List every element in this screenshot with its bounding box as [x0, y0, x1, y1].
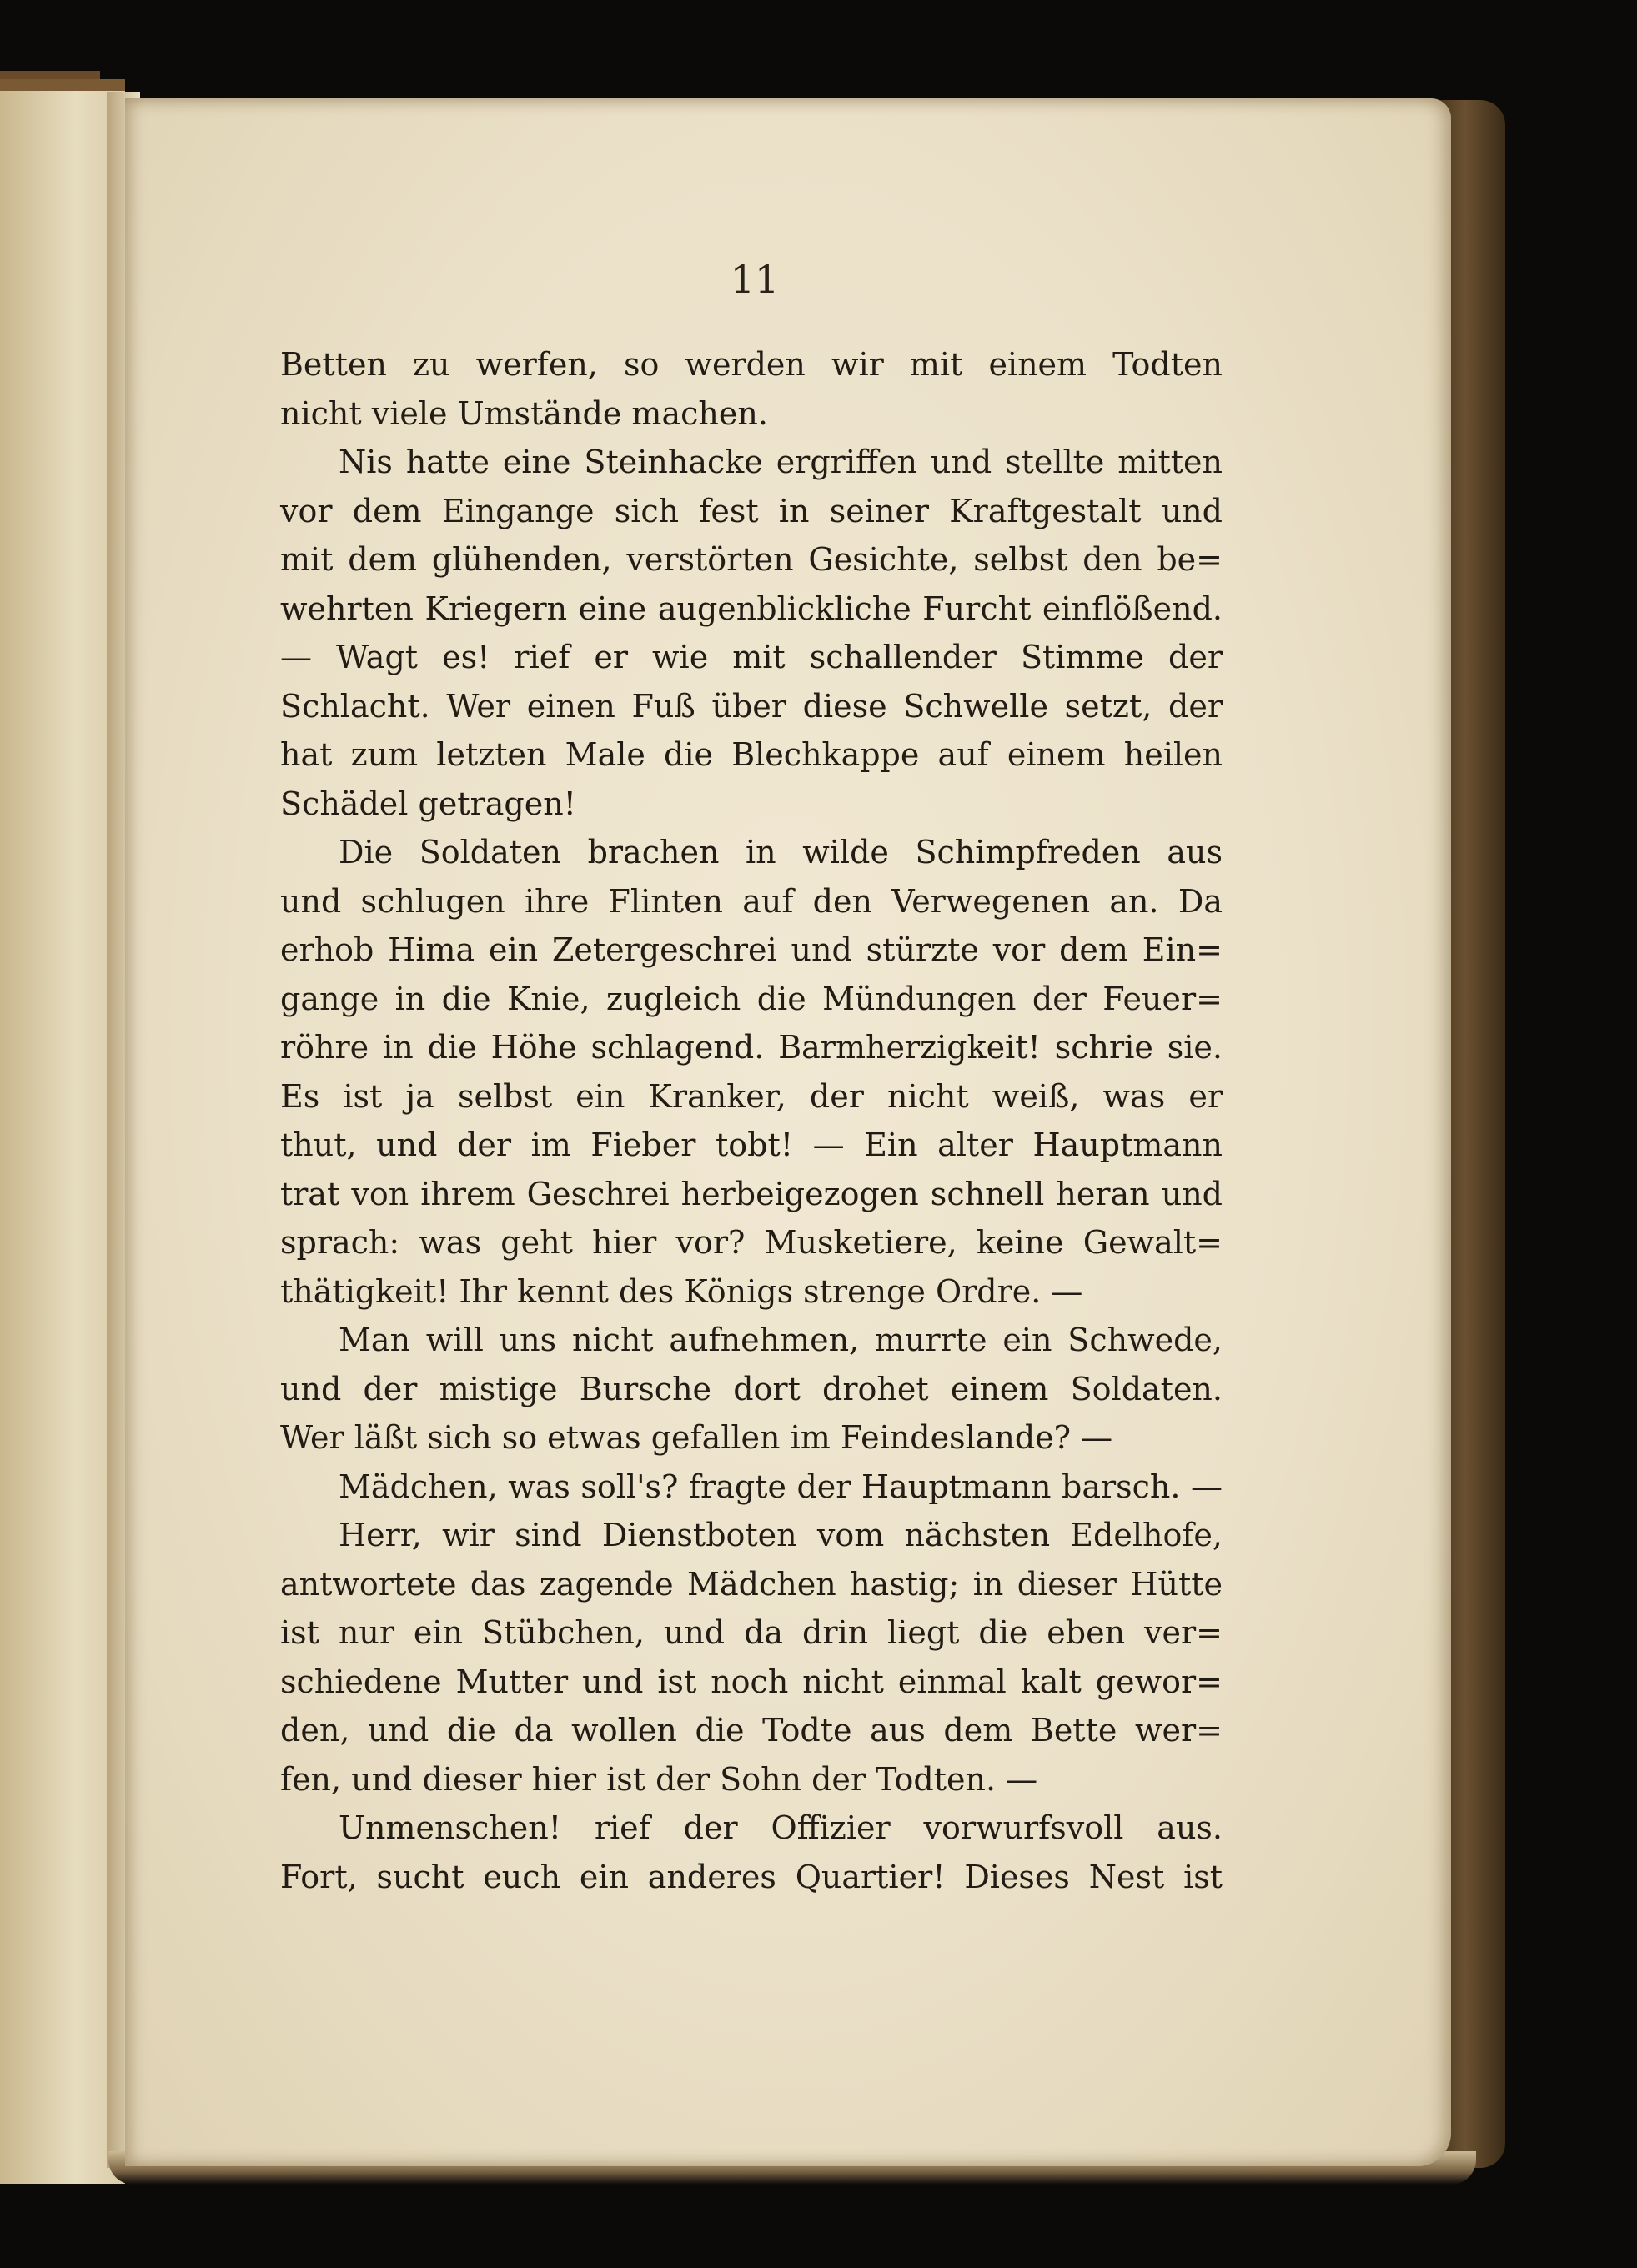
text-line: erhob Hima ein Zetergeschrei und stürzte vor dem Ein= [280, 931, 1223, 968]
page-text [280, 340, 1223, 1901]
text-line: Die Soldaten brachen in wilde Schimpfreden aus [339, 834, 1223, 871]
text-line: Schlacht. Wer einen Fuß über diese Schwelle setzt, der [280, 687, 1223, 725]
text-line: Nis hatte eine Steinhacke ergriffen und stellte mitten [339, 444, 1223, 480]
text-line: mit dem glühenden, verstörten Gesichte, selbst den be= [280, 541, 1223, 578]
text-line: Mädchen, was soll's? fragte der Hauptmann barsch. — [339, 1468, 1223, 1505]
text-line: vor dem Eingange sich fest in seiner Kraftgestalt und [280, 492, 1223, 529]
text-line: Herr, wir sind Dienstboten vom nächsten Edelhofe, [339, 1517, 1223, 1553]
text-line: und der mistige Bursche dort drohet einem Soldaten. [280, 1370, 1223, 1407]
text-line: wehrten Kriegern eine augenblickliche Furcht einflößend. [280, 590, 1223, 627]
text-line: Schädel getragen! [280, 785, 576, 822]
text-line: sprach: was geht hier vor? Musketiere, keine Gewalt= [280, 1224, 1223, 1261]
text-line: thätigkeit! Ihr kennt des Königs strenge Ordre. — [280, 1272, 1083, 1310]
text-line: röhre in die Höhe schlagend. Barmherzigkeit! schrie sie. [280, 1029, 1223, 1066]
text-line: den, und die da wollen die Todte aus dem Bette wer= [280, 1712, 1223, 1749]
page-number: 11 [730, 257, 780, 302]
text-line: schiedene Mutter und ist noch nicht einmal kalt gewor= [280, 1663, 1223, 1700]
text-line: trat von ihrem Geschrei herbeigezogen schnell heran und [280, 1175, 1223, 1212]
text-line: Betten zu werfen, so werden wir mit einem Todten [280, 346, 1223, 383]
text-line: — Wagt es! rief er wie mit schallender Stimme der [280, 639, 1223, 675]
text-line: antwortete das zagende Mädchen hastig; in dieser Hütte [280, 1565, 1223, 1603]
text-line: Unmenschen! rief der Offizier vorwurfsvoll aus. [339, 1809, 1223, 1846]
text-line: nicht viele Umstände machen. [280, 394, 768, 432]
text-line: ist nur ein Stübchen, und da drin liegt die eben ver= [280, 1614, 1223, 1651]
text-line: Wer läßt sich so etwas gefallen im Feindeslande? — [280, 1419, 1113, 1456]
text-line: gange in die Knie, zugleich die Mündungen der Feuer= [280, 980, 1223, 1017]
text-line: und schlugen ihre Flinten auf den Verwegenen an. Da [280, 882, 1223, 920]
text-line: Es ist ja selbst ein Kranker, der nicht weiß, was er [280, 1077, 1223, 1115]
text-line: hat zum letzten Male die Blechkappe auf einem heilen [280, 736, 1223, 773]
text-line: thut, und der im Fieber tobt! — Ein alter Hauptmann [280, 1126, 1223, 1163]
text-line: Man will uns nicht aufnehmen, murrte ein Schwede, [339, 1322, 1223, 1358]
text-line: fen, und dieser hier ist der Sohn der Todten. — [280, 1760, 1038, 1798]
text-line: Fort, sucht euch ein anderes Quartier! Dieses Nest ist [280, 1858, 1223, 1895]
